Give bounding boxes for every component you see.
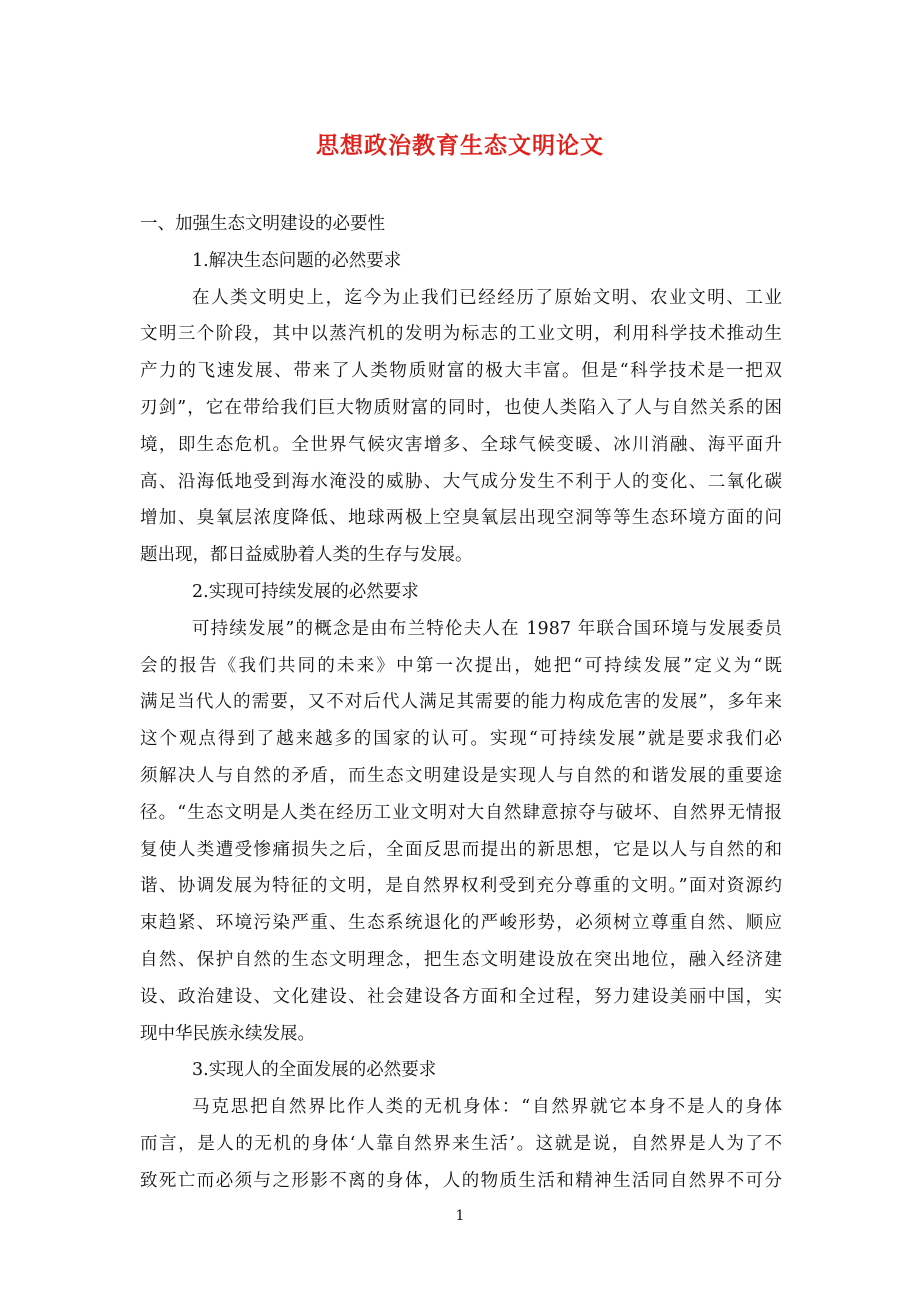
text-line: 题出现，都日益威胁着人类的生存与发展。 xyxy=(140,545,473,566)
text-line: 设、政治建设、文化建设、社会建设各方面和全过程，努力建设美丽中国，实 xyxy=(140,986,782,1007)
paragraph-3 xyxy=(140,1089,782,1199)
text-line: 马克思把自然界比作人类的无机身体：“自然界就它本身不是人的身体 xyxy=(192,1097,782,1118)
text-line: 束趋紧、环境污染严重、生态系统退化的严峻形势，必须树立尊重自然、顺应 xyxy=(140,913,782,934)
text-line: 复使人类遭受惨痛损失之后，全面反思而提出的新思想，它是以人与自然的和 xyxy=(140,839,782,860)
paragraph-1 xyxy=(140,280,782,574)
text-line: 自然、保护自然的生态文明理念，把生态文明建设放在突出地位，融入经济建 xyxy=(140,949,782,970)
text-line: 可持续发展”的概念是由布兰特伦夫人在 1987 年联合国环境与发展委员 xyxy=(192,618,782,639)
text-line: 现中华民族永续发展。 xyxy=(140,1023,315,1044)
subsection-heading-3: 3.实现人的全面发展的必然要求 xyxy=(192,1060,437,1081)
text-line: 这个观点得到了越来越多的国家的认可。实现“可持续发展”就是要求我们必 xyxy=(140,729,782,750)
text-line: 境，即生态危机。全世界气候灾害增多、全球气候变暖、冰川消融、海平面升 xyxy=(140,434,782,455)
text-line: 在人类文明史上，迄今为止我们已经经历了原始文明、农业文明、工业 xyxy=(192,287,782,308)
page-number: 1 xyxy=(455,1208,465,1224)
text-line: 文明三个阶段，其中以蒸汽机的发明为标志的工业文明，利用科学技术推动生 xyxy=(140,324,782,345)
text-line: 会的报告《我们共同的未来》中第一次提出，她把“可持续发展”定义为“既 xyxy=(140,655,782,676)
text-line: 须解决人与自然的矛盾，而生态文明建设是实现人与自然的和谐发展的重要途 xyxy=(140,765,782,786)
text-line: 而言，是人的无机的身体‘人靠自然界来生活’。这就是说，自然界是人为了不 xyxy=(140,1133,782,1154)
text-line: 满足当代人的需要，又不对后代人满足其需要的能力构成危害的发展”，多年来 xyxy=(140,692,782,713)
text-line: 谐、协调发展为特征的文明，是自然界权利受到充分尊重的文明。”面对资源约 xyxy=(140,876,782,897)
document-body xyxy=(140,206,782,1200)
text-line: 高、沿海低地受到海水淹没的威胁、大气成分发生不利于人的变化、二氧化碳 xyxy=(140,471,782,492)
subsection-heading-1: 1.解决生态问题的必然要求 xyxy=(192,250,402,271)
text-line: 致死亡而必须与之形影不离的身体，人的物质生活和精神生活同自然界不可分 xyxy=(140,1170,782,1191)
document-title: 思想政治教育生态文明论文 xyxy=(316,132,604,159)
section-heading: 一、加强生态文明建设的必要性 xyxy=(140,214,385,234)
subsection-heading-2: 2.实现可持续发展的必然要求 xyxy=(192,581,419,602)
paragraph-2 xyxy=(140,611,782,1053)
text-line: 增加、臭氧层浓度降低、地球两极上空臭氧层出现空洞等等生态环境方面的问 xyxy=(140,508,782,529)
text-line: 产力的飞速发展、带来了人类物质财富的极大丰富。但是“科学技术是一把双 xyxy=(140,361,782,382)
text-line: 刃剑”，它在带给我们巨大物质财富的同时，也使人类陷入了人与自然关系的困 xyxy=(140,397,782,418)
text-line: 径。“生态文明是人类在经历工业文明对大自然肆意掠夺与破坏、自然界无情报 xyxy=(140,802,782,823)
